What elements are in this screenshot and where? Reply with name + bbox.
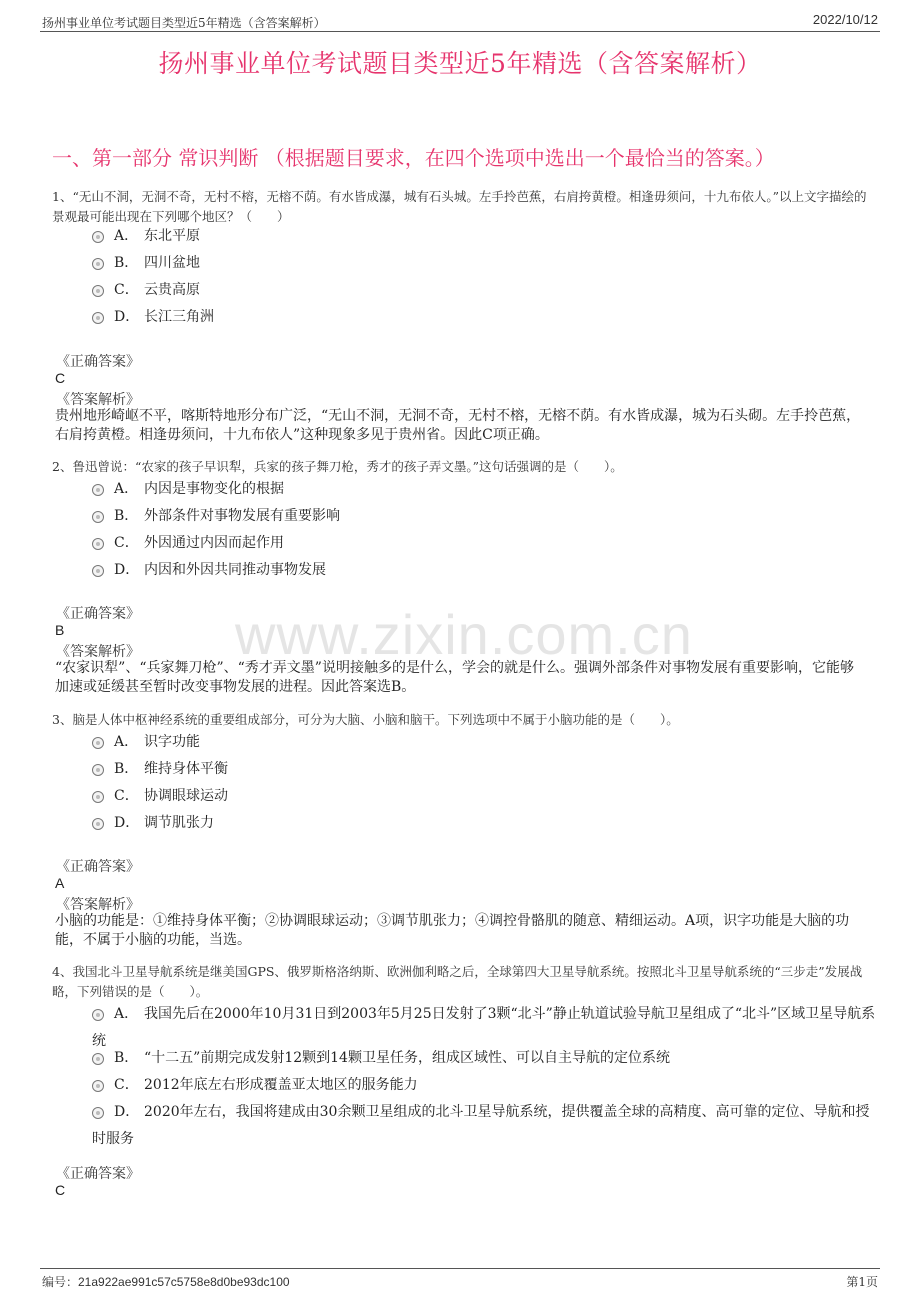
header-date: 2022/10/12 (812, 12, 878, 27)
question-3-option-d[interactable] (92, 810, 877, 837)
option-text: 我国先后在2000年10月31日到2003年5月25日发射了3颗“北斗”静止轨道试验导航卫星组成了“北斗”区域卫星导航系统 (92, 1006, 876, 1049)
option-letter: C． (114, 1077, 139, 1093)
correct-answer-label: 《正确答案》 (56, 354, 140, 370)
analysis-label: 《答案解析》 (56, 392, 140, 408)
question-4-option-c[interactable] (92, 1072, 877, 1099)
question-3-stem: 3、脑是人体中枢神经系统的重要组成部分，可分为大脑、小脑和脑干。下列选项中不属于小脑功能的是（ ）。 (52, 712, 679, 727)
radio-icon[interactable] (92, 818, 104, 830)
radio-icon[interactable] (92, 312, 104, 324)
option-letter: D． (114, 309, 140, 325)
radio-icon[interactable] (92, 1009, 104, 1021)
question-2-stem: 2、鲁迅曾说：“农家的孩子早识犁，兵家的孩子舞刀枪，秀才的孩子弄文墨。”这句话强调的是（ ）。 (52, 459, 623, 474)
option-text: 内因和外因共同推动事物发展 (144, 562, 326, 578)
question-1-option-c[interactable] (92, 277, 877, 304)
question-2-option-b[interactable] (92, 503, 877, 530)
option-text: 外因通过内因而起作用 (144, 535, 284, 551)
option-text: 2012年底左右形成覆盖亚太地区的服务能力 (144, 1077, 418, 1093)
radio-icon[interactable] (92, 791, 104, 803)
radio-icon[interactable] (92, 258, 104, 270)
option-text: 四川盆地 (144, 255, 200, 271)
question-3-option-b[interactable] (92, 756, 877, 783)
option-letter: A． (114, 228, 139, 244)
radio-icon[interactable] (92, 231, 104, 243)
watermark: www.zixin.com.cn (235, 603, 693, 666)
radio-icon[interactable] (92, 565, 104, 577)
question-2-option-a[interactable] (92, 476, 877, 503)
option-text: 2020年左右，我国将建成由30余颗卫星组成的北斗卫星导航系统，提供覆盖全球的高精度、高可靠的定位、导航和授时服务 (92, 1104, 870, 1147)
correct-answer-label: 《正确答案》 (56, 859, 140, 875)
option-letter: B． (114, 255, 139, 271)
page-header (40, 10, 880, 32)
question-1-option-a[interactable] (92, 223, 877, 250)
page-number: 第1页 (846, 1275, 878, 1289)
option-text: 内因是事物变化的根据 (144, 481, 284, 497)
question-2-option-c[interactable] (92, 530, 877, 557)
question-1-stem: 1、“无山不洞，无洞不奇，无村不榕，无榕不荫。有水皆成瀑，城有石头城。左手拎芭蕉，右肩挎黄橙。相逢毋须问，十九布依人。”以上文字描绘的景观最可能出现在下列哪个地区？（ ） (52, 189, 867, 224)
option-text: 维持身体平衡 (144, 761, 228, 777)
option-text: 外部条件对事物发展有重要影响 (144, 508, 340, 524)
radio-icon[interactable] (92, 1053, 104, 1065)
option-letter: B． (114, 761, 139, 777)
page-footer (40, 1268, 880, 1289)
option-letter: A． (114, 481, 139, 497)
question-4-stem: 4、我国北斗卫星导航系统是继美国GPS、俄罗斯格洛纳斯、欧洲伽利略之后，全球第四大卫星导航系统。按照北斗卫星导航系统的“三步走”发展战略，下列错误的是（ ）。 (52, 964, 863, 999)
question-3-option-c[interactable] (92, 783, 877, 810)
correct-answer-value: A (55, 875, 65, 891)
option-text: 调节肌张力 (144, 815, 214, 831)
radio-icon[interactable] (92, 1080, 104, 1092)
correct-answer-value: C (55, 1182, 66, 1198)
question-4-option-b[interactable] (92, 1045, 877, 1072)
option-letter: B． (114, 1050, 139, 1066)
analysis-label: 《答案解析》 (56, 897, 140, 913)
document-title: 扬州事业单位考试题目类型近5年精选（含答案解析） (158, 49, 762, 78)
correct-answer-label: 《正确答案》 (56, 606, 140, 622)
analysis-text: 贵州地形崎岖不平，喀斯特地形分布广泛，“无山不洞，无洞不奇，无村不榕，无榕不荫。有水皆成瀑，城为石头砌。左手拎芭蕉，右肩挎黄橙。相逢毋须问，十九布依人”这种现象多见于贵州省。因此C项正确。 (55, 408, 861, 443)
option-letter: A． (114, 734, 139, 750)
option-letter: C． (114, 535, 139, 551)
question-1-option-d[interactable] (92, 304, 877, 331)
option-text: 协调眼球运动 (144, 788, 228, 804)
radio-icon[interactable] (92, 484, 104, 496)
analysis-text: 小脑的功能是：①维持身体平衡；②协调眼球运动；③调节肌张力；④调控骨骼肌的随意、精细运动。A项，识字功能是大脑的功能，不属于小脑的功能，当选。 (55, 913, 850, 948)
question-2-option-d[interactable] (92, 557, 877, 584)
option-letter: A． (114, 1006, 139, 1022)
radio-icon[interactable] (92, 1107, 104, 1119)
option-text: 识字功能 (144, 734, 200, 750)
document-id: 编号：21a922ae991c57c5758e8d0be93dc100 (42, 1275, 290, 1289)
analysis-text: “农家识犁”、“兵家舞刀枪”、“秀才弄文墨”说明接触多的是什么，学会的就是什么。强调外部条件对事物发展有重要影响，它能够加速或延缓甚至暂时改变事物发展的进程。因此答案选B。 (55, 660, 854, 695)
radio-icon[interactable] (92, 511, 104, 523)
option-text: “十二五”前期完成发射12颗到14颗卫星任务，组成区域性、可以自主导航的定位系统 (144, 1050, 670, 1066)
radio-icon[interactable] (92, 538, 104, 550)
analysis-label: 《答案解析》 (56, 644, 140, 660)
option-text: 长江三角洲 (144, 309, 214, 325)
option-letter: C． (114, 788, 139, 804)
option-letter: D． (114, 815, 140, 831)
radio-icon[interactable] (92, 285, 104, 297)
radio-icon[interactable] (92, 764, 104, 776)
radio-icon[interactable] (92, 737, 104, 749)
correct-answer-label: 《正确答案》 (56, 1166, 140, 1182)
question-4-option-d[interactable] (92, 1099, 877, 1153)
correct-answer-value: B (55, 622, 65, 638)
correct-answer-value: C (55, 370, 66, 386)
question-1-option-b[interactable] (92, 250, 877, 277)
option-text: 东北平原 (144, 228, 200, 244)
section-title: 一、第一部分 常识判断 （根据题目要求，在四个选项中选出一个最恰当的答案。） (52, 146, 775, 170)
header-title: 扬州事业单位考试题目类型近5年精选（含答案解析） (42, 16, 326, 30)
option-letter: D． (114, 562, 140, 578)
option-text: 云贵高原 (144, 282, 200, 298)
option-letter: C． (114, 282, 139, 298)
option-letter: B． (114, 508, 139, 524)
option-letter: D． (114, 1104, 140, 1120)
question-3-option-a[interactable] (92, 729, 877, 756)
